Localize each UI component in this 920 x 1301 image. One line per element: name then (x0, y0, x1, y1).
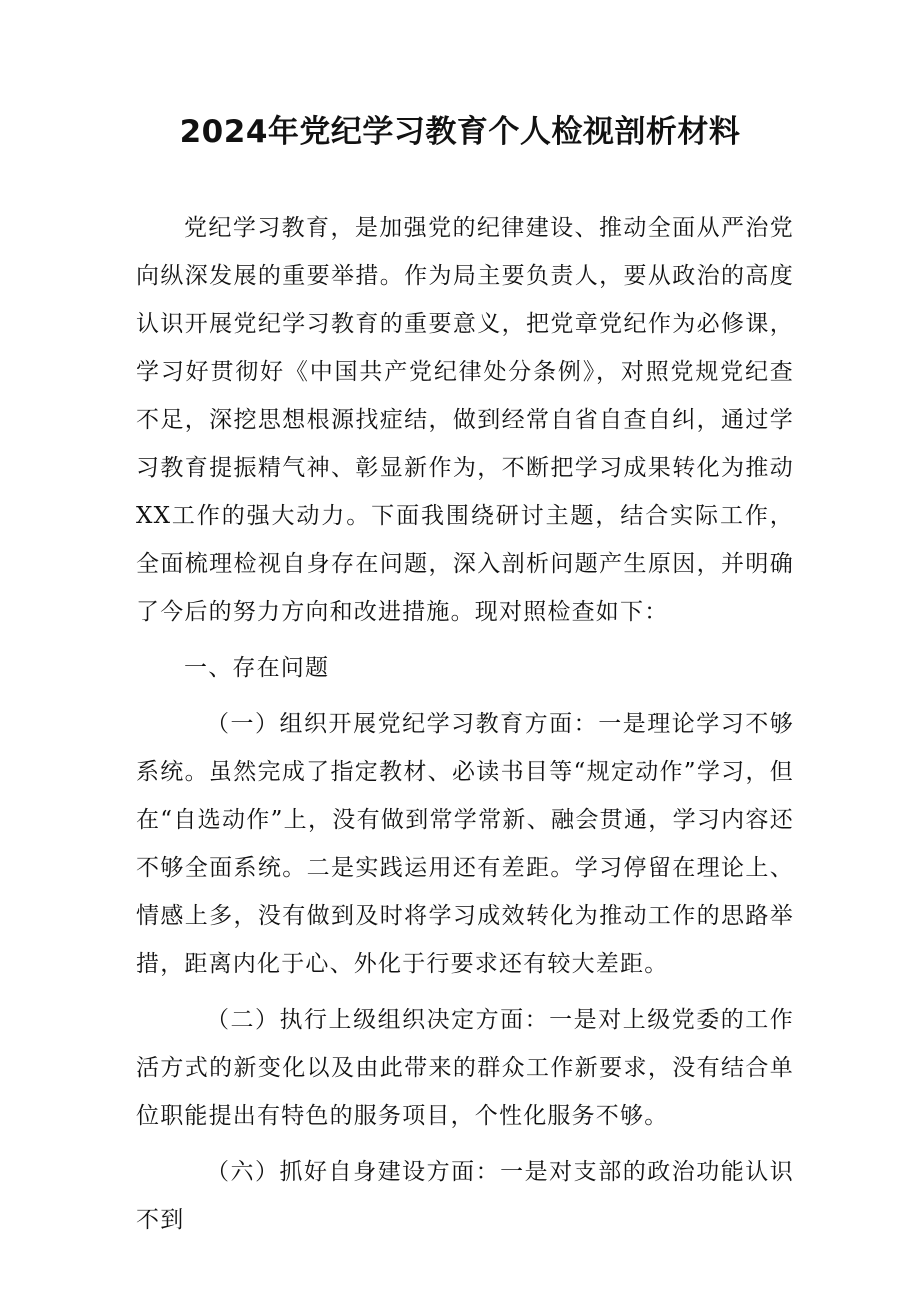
intro-paragraph: 党纪学习教育，是加强党的纪律建设、推动全面从严治党向纵深发展的重要举措。作为局主要负责人，要从政治的高度认识开展党纪学习教育的重要意义，把党章党纪作为必修课，学习好贯彻好《中国共产党纪律处分条例》，对照党规党纪查不足，深挖思想根源找症结，做到经常自省自查自纠，通过学习教育提振精气神、彰显新作为，不断把学习成果转化为推动XX工作的强大动力。下面我围绕研讨主题，结合实际工作，全面梳理检视自身存在问题，深入剖析问题产生原因，并明确了今后的努力方向和改进措施。现对照检查如下： (136, 215, 794, 625)
subsection-paragraph-1: （一）组织开展党纪学习教育方面：一是理论学习不够系统。虽然完成了指定教材、必读书目等“规定动作”学习，但在“自选动作”上，没有做到常学常新、融会贯通，学习内容还不够全面系统。二是实践运用还有差距。学习停留在理论上、情感上多，没有做到及时将学习成效转化为推动工作的思路举措，距离内化于心、外化于行要求还有较大差距。 (136, 711, 794, 977)
document-title: 2024年党纪学习教育个人检视剖析材料 (179, 114, 741, 150)
paragraph-gap (136, 988, 794, 996)
document-body (136, 204, 794, 1244)
paragraph-gap (136, 692, 794, 700)
subsection-paragraph-6: （六）抓好自身建设方面：一是对支部的政治功能认识不到 (136, 1159, 794, 1233)
paragraph-gap (136, 1140, 794, 1148)
paragraph-gap (136, 636, 794, 644)
subsection-paragraph-2: （二）执行上级组织决定方面：一是对上级党委的工作活方式的新变化以及由此带来的群众工作新要求，没有结合单位职能提出有特色的服务项目，个性化服务不够。 (136, 1007, 794, 1129)
section-heading: 一、存在问题 (184, 655, 330, 681)
